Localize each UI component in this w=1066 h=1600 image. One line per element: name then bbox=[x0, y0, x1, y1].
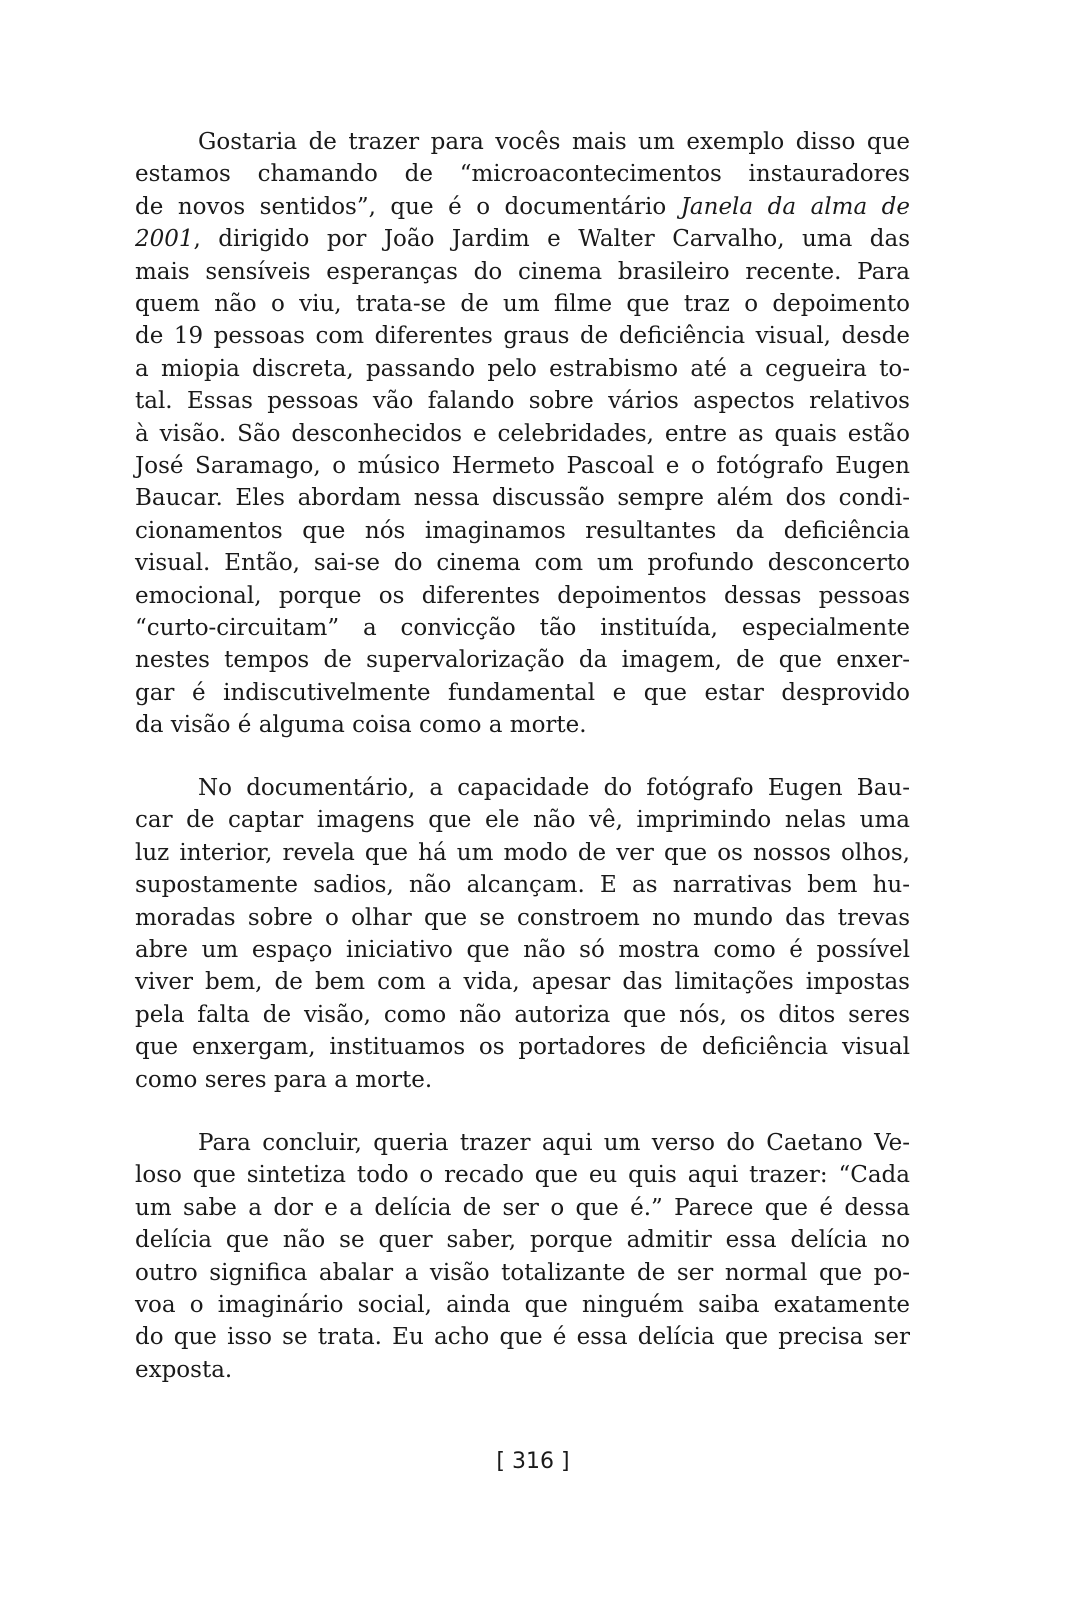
text-line: supostamente sadios, não alcançam. E as narrativas bem hu- bbox=[135, 872, 910, 899]
text-line: cionamentos que nós imaginamos resultantes da deficiência bbox=[135, 517, 910, 544]
page-number: [ 316 ] bbox=[496, 1449, 570, 1474]
text-line: luz interior, revela que há um modo de ver que os nossos olhos, bbox=[135, 839, 910, 866]
text-line bbox=[135, 190, 910, 224]
text-line: nestes tempos de supervalorização da imagem, de que enxer- bbox=[135, 647, 910, 674]
text-line: loso que sintetiza todo o recado que eu quis aqui trazer: “Cada bbox=[135, 1162, 910, 1189]
text-line: voa o imaginário social, ainda que ninguém saiba exatamente bbox=[135, 1292, 910, 1318]
text-line: car de captar imagens que ele não vê, imprimindo nelas uma bbox=[135, 807, 910, 834]
text-line: do que isso se trata. Eu acho que é essa delícia que precisa ser bbox=[135, 1324, 910, 1351]
text-line: Gostaria de trazer para vocês mais um exemplo disso que bbox=[198, 129, 910, 155]
text-line: emocional, porque os diferentes depoimentos dessas pessoas bbox=[135, 582, 910, 609]
text-line: Para concluir, queria trazer aqui um verso do Caetano Ve- bbox=[198, 1130, 910, 1156]
text-line: um sabe a dor e a delícia de ser o que é.” Parece que é dessa bbox=[135, 1194, 910, 1221]
text-line: a miopia discreta, passando pelo estrabismo até a cegueira to- bbox=[135, 355, 910, 382]
text-line: quem não o viu, trata-se de um filme que traz o depoimento bbox=[135, 291, 910, 317]
text-line: que enxergam, instituamos os portadores de deficiência visual bbox=[135, 1034, 910, 1061]
text-line: No documentário, a capacidade do fotógrafo Eugen Bau- bbox=[198, 775, 910, 801]
text-line: exposta. bbox=[135, 1356, 233, 1383]
text-line: mais sensíveis esperanças do cinema brasileiro recente. Para bbox=[135, 258, 910, 285]
text-line: gar é indiscutivelmente fundamental e que estar desprovido bbox=[135, 679, 910, 706]
text-line bbox=[135, 222, 910, 256]
text-line: viver bem, de bem com a vida, apesar das limitações impostas bbox=[135, 969, 910, 996]
text-line: delícia que não se quer saber, porque admitir essa delícia no bbox=[135, 1227, 910, 1254]
text-line: outro significa abalar a visão totalizante de ser normal que po- bbox=[135, 1259, 910, 1286]
text-line: abre um espaço iniciativo que não só mostra como é possível bbox=[135, 937, 910, 963]
text-line: como seres para a morte. bbox=[135, 1066, 433, 1093]
italic-title-text: Janela da alma de bbox=[680, 193, 911, 220]
text-line: de 19 pessoas com diferentes graus de deficiência visual, desde bbox=[135, 323, 910, 350]
text-line: “curto-circuitam” a convicção tão instituída, especialmente bbox=[135, 615, 910, 641]
text-line: moradas sobre o olhar que se constroem no mundo das trevas bbox=[135, 904, 910, 931]
text-line: estamos chamando de “microacontecimentos instauradores bbox=[135, 161, 910, 188]
text-line: à visão. São desconhecidos e celebridades, entre as quais estão bbox=[135, 420, 910, 447]
text-line: pela falta de visão, como não autoriza que nós, os ditos seres bbox=[135, 1001, 910, 1028]
text-line: da visão é alguma coisa como a morte. bbox=[135, 712, 587, 739]
text-segment: , dirigido por João Jardim e Walter Carvalho, uma das bbox=[193, 226, 910, 253]
italic-title-text: 2001 bbox=[135, 226, 194, 253]
text-line: tal. Essas pessoas vão falando sobre vários aspectos relativos bbox=[135, 388, 910, 415]
text-line: Baucar. Eles abordam nessa discussão sempre além dos condi- bbox=[135, 485, 910, 512]
text-line: visual. Então, sai-se do cinema com um profundo desconcerto bbox=[135, 550, 910, 577]
text-segment: de novos sentidos”, que é o documentário bbox=[135, 193, 681, 220]
text-line: José Saramago, o músico Hermeto Pascoal e o fotógrafo Eugen bbox=[135, 453, 910, 479]
